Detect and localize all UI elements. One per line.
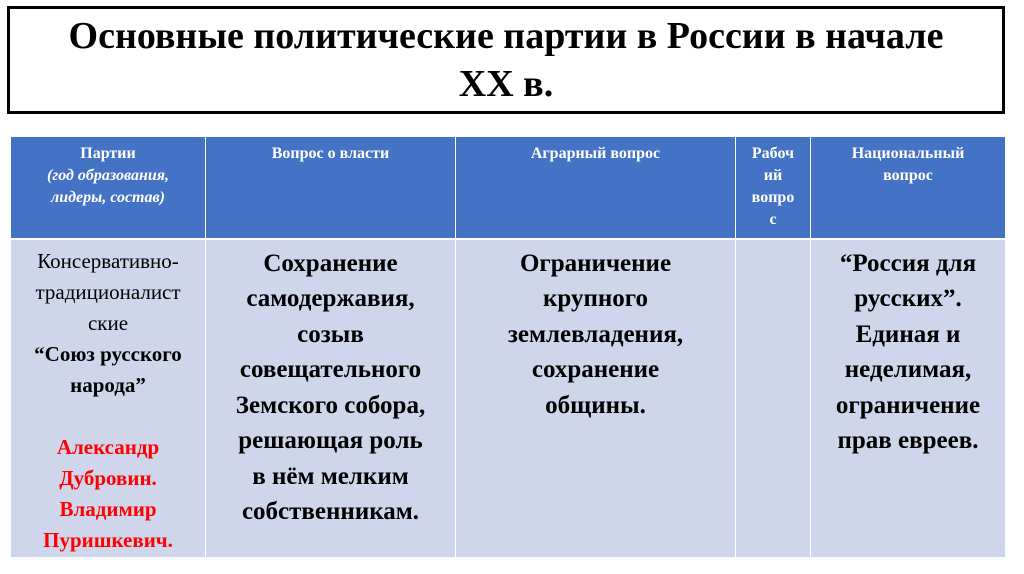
header-national-line-1: Национальный	[851, 145, 965, 162]
power-line-5: Земского собора,	[235, 391, 426, 419]
spacer	[13, 401, 203, 432]
agrarian-line-3: землевладения,	[507, 320, 684, 348]
header-parties-note-2: лидеры, состав)	[51, 189, 165, 206]
title-box	[7, 6, 1005, 114]
power-line-4: совещательного	[239, 356, 422, 383]
agrarian-line-2: крупного	[542, 285, 649, 312]
cell-power	[206, 239, 456, 557]
header-agrarian	[456, 137, 736, 239]
header-agrarian-label: Аграрный вопрос	[530, 145, 661, 162]
national-line-4: неделимая,	[844, 356, 972, 383]
cell-party	[11, 239, 206, 557]
party-leader-line-3: Владимир	[59, 496, 157, 521]
page-title	[57, 12, 956, 108]
power-line-2: самодержавия,	[246, 285, 415, 312]
agrarian-line-1: Ограничение	[519, 249, 672, 277]
header-labor-line-1: Рабоч	[751, 145, 795, 162]
cell-agrarian	[456, 239, 736, 557]
power-line-7: в нём мелким	[252, 462, 409, 490]
party-type-line-2: традиционалист	[35, 279, 181, 304]
header-labor-line-4: с	[769, 211, 777, 228]
table-header-row	[11, 137, 1006, 239]
header-national	[811, 137, 1006, 239]
national-line-3: Единая и	[855, 320, 961, 348]
party-leader-line-1: Александр	[56, 434, 160, 459]
party-name-line-2: народа”	[70, 372, 146, 397]
parties-table	[10, 136, 1006, 557]
header-parties	[11, 137, 206, 239]
power-line-1: Сохранение	[263, 249, 398, 277]
header-parties-note-1: (год образования,	[46, 167, 170, 184]
header-parties-label: Партии	[80, 145, 136, 162]
title-line-1: Основные политические партии в России в начале	[68, 15, 944, 57]
header-labor-line-2: ий	[763, 167, 783, 184]
power-line-6: решающая роль	[238, 427, 423, 454]
header-labor-line-3: вопро	[751, 189, 795, 206]
cell-labor	[736, 239, 811, 557]
party-type-line-3: ские	[87, 310, 129, 335]
party-leader-line-2: Дубровин.	[59, 465, 157, 490]
national-line-1: “Россия для	[839, 249, 977, 277]
power-line-3: созыв	[297, 320, 364, 348]
power-line-8: собственникам.	[241, 498, 420, 525]
national-line-2: русских”.	[854, 285, 962, 312]
header-power	[206, 137, 456, 239]
header-national-line-2: вопрос	[883, 167, 933, 184]
cell-national	[811, 239, 1006, 557]
table-row	[11, 239, 1006, 557]
header-power-label: Вопрос о власти	[271, 145, 390, 162]
party-type-line-1: Консервативно-	[37, 248, 179, 273]
national-line-5: ограничение	[835, 391, 981, 419]
party-name-line-1: “Союз русского	[34, 341, 182, 366]
party-leader-line-4: Пуришкевич.	[43, 527, 173, 552]
agrarian-line-5: общины.	[545, 391, 646, 419]
title-line-2: XX в.	[458, 63, 554, 105]
national-line-6: прав евреев.	[837, 427, 979, 454]
header-labor	[736, 137, 811, 239]
agrarian-line-4: сохранение	[531, 356, 660, 383]
